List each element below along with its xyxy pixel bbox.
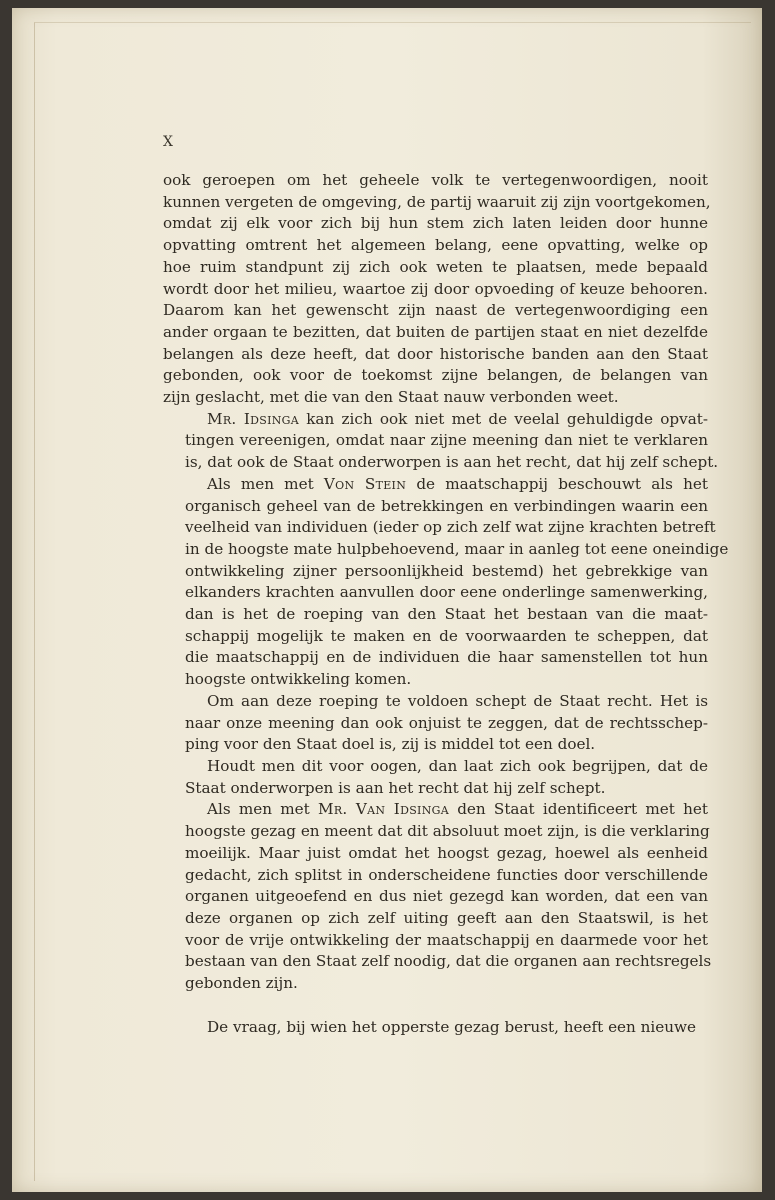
paragraph bbox=[163, 1017, 708, 1039]
text-line: gedacht, zich splitst in onderscheidene functies door verschillende bbox=[185, 865, 708, 884]
text-line: hoe ruim standpunt zij zich ook weten te plaatsen, mede bepaald bbox=[163, 257, 708, 276]
text-line: die maatschappij en de individuen die haar samenstellen tot hun bbox=[185, 648, 708, 667]
text-line: zijn geslacht, met die van den Staat nauw verbonden weet. bbox=[163, 388, 619, 407]
text-line: belangen als deze heeft, dat door historische banden aan den Staat bbox=[163, 344, 708, 363]
text-line: organisch geheel van de betrekkingen en verbindingen waarin een bbox=[185, 496, 708, 515]
text-line: Als men met Von Stein de maatschappij beschouwt als het bbox=[207, 474, 708, 493]
paragraph bbox=[163, 691, 708, 756]
text-line: gebonden zijn. bbox=[185, 974, 298, 993]
text-line: Houdt men dit voor oogen, dan laat zich ook begrijpen, dat de bbox=[207, 756, 708, 775]
text-line: deze organen op zich zelf uiting geeft aan den Staatswil, is het bbox=[185, 908, 708, 927]
paragraph bbox=[163, 756, 708, 799]
paragraph bbox=[163, 474, 729, 691]
text-line: omdat zij elk voor zich bij hun stem zich laten leiden door hunne bbox=[163, 214, 708, 233]
text-line: gebonden, ook voor de toekomst zijne belangen, de belangen van bbox=[163, 366, 708, 385]
text-line: organen uitgeoefend en dus niet gezegd kan worden, dat een van bbox=[185, 887, 708, 906]
text-line: bestaan van den Staat zelf noodig, dat die organen aan rechtsregels bbox=[185, 952, 712, 971]
text-line: Mr. Idsinga kan zich ook niet met de veelal gehuldigde opvat- bbox=[207, 409, 708, 428]
text-line: Als men met Mr. Van Idsinga den Staat identificeert met het bbox=[207, 800, 709, 819]
text-line: hoogste ontwikkeling komen. bbox=[185, 670, 412, 689]
text-line: is, dat ook de Staat onderworpen is aan het recht, dat hij zelf schept. bbox=[185, 453, 719, 472]
paragraph-gap bbox=[163, 995, 708, 1017]
text-line: ander orgaan te bezitten, dat buiten de partijen staat en niet dezelfde bbox=[163, 322, 708, 341]
text-line: schappij mogelijk te maken en de voorwaarden te scheppen, dat bbox=[185, 626, 708, 645]
text-line: Om aan deze roeping te voldoen schept de Staat recht. Het is bbox=[207, 691, 708, 710]
text-line: elkanders krachten aanvullen door eene onderlinge samenwerking, bbox=[185, 583, 708, 602]
text-line: tingen vereenigen, omdat naar zijne meening dan niet te verklaren bbox=[185, 431, 708, 450]
text-line: dan is het de roeping van den Staat het bestaan van die maat- bbox=[185, 605, 708, 624]
text-line: ook geroepen om het geheele volk te vertegenwoordigen, nooit bbox=[163, 171, 708, 189]
text-line: in de hoogste mate hulpbehoevend, maar in aanleg tot eene oneindige bbox=[185, 539, 729, 558]
text-line: ping voor den Staat doel is, zij is middel tot een doel. bbox=[185, 735, 596, 754]
paragraph bbox=[163, 170, 711, 409]
text-line: wordt door het milieu, waartoe zij door opvoeding of keuze behooren. bbox=[163, 279, 708, 298]
text-line: Staat onderworpen is aan het recht dat hij zelf schept. bbox=[185, 778, 606, 797]
paragraph bbox=[163, 409, 719, 474]
text-line: De vraag, bij wien het opperste gezag berust, heeft een nieuwe bbox=[207, 1017, 697, 1036]
text-line: veelheid van individuen (ieder op zich zelf wat zijne krachten betreft bbox=[185, 518, 716, 537]
paragraph bbox=[163, 799, 712, 994]
page-number: X bbox=[163, 134, 174, 150]
text-line: hoogste gezag en meent dat dit absoluut moet zijn, is die verklaring bbox=[185, 822, 710, 841]
text-line: opvatting omtrent het algemeen belang, eene opvatting, welke op bbox=[163, 236, 708, 255]
text-line: naar onze meening dan ook onjuist te zeggen, dat de rechtsschep- bbox=[185, 713, 708, 732]
body-text bbox=[163, 170, 729, 1038]
text-line: moeilijk. Maar juist omdat het hoogst gezag, hoewel als eenheid bbox=[185, 843, 708, 862]
text-line: Daarom kan het gewenscht zijn naast de vertegenwoordiging een bbox=[163, 301, 708, 320]
text-line: ontwikkeling zijner persoonlijkheid bestemd) het gebrekkige van bbox=[185, 561, 708, 580]
text-line: voor de vrije ontwikkeling der maatschappij en daarmede voor het bbox=[185, 930, 708, 949]
text-line: kunnen vergeten de omgeving, de partij waaruit zij zijn voortgekomen, bbox=[163, 192, 711, 211]
